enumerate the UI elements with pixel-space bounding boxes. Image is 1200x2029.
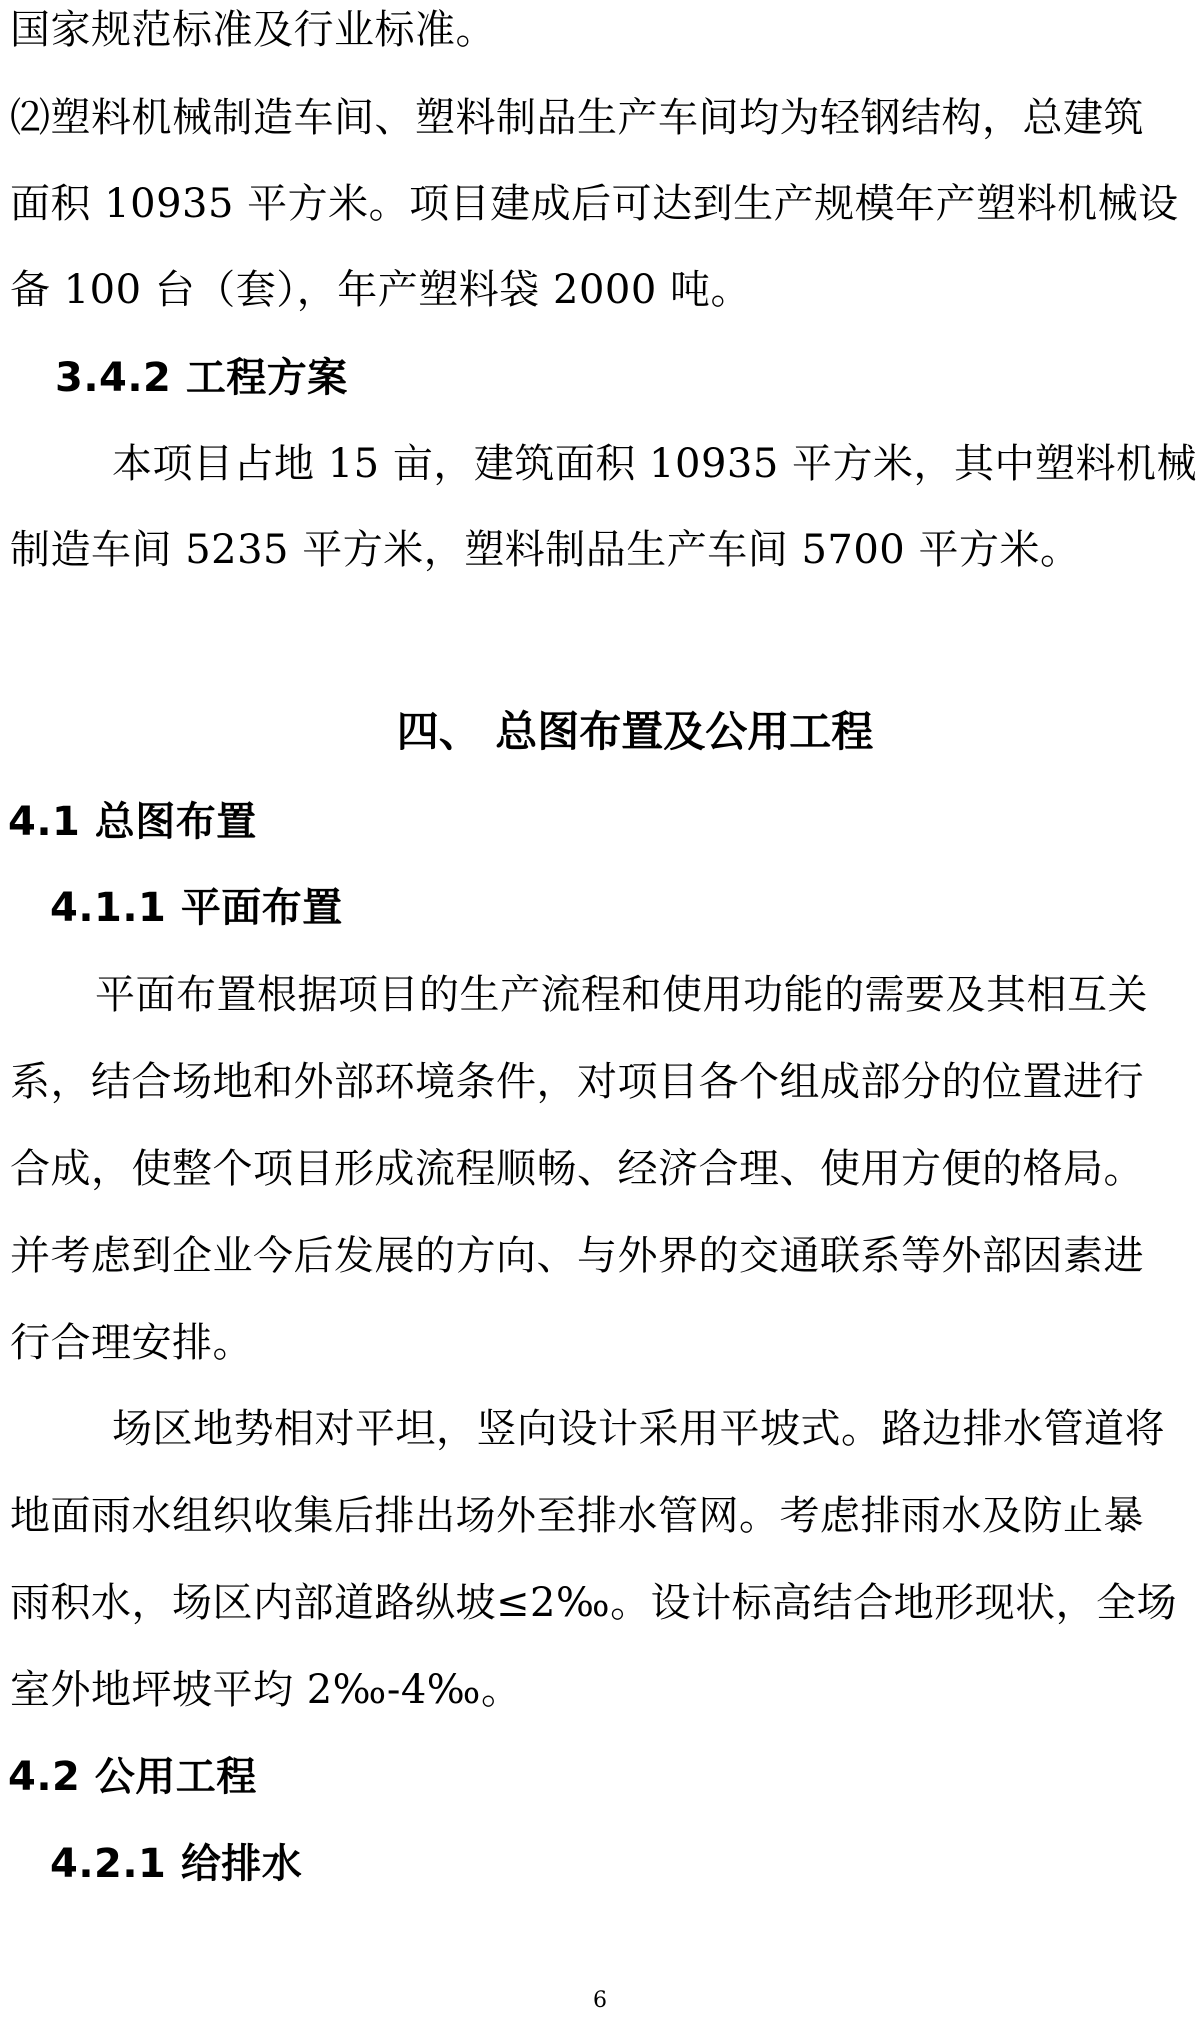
body-text-line: 地面雨水组织收集后排出场外至排水管网。考虑排雨水及防止暴: [10, 1493, 1144, 1539]
page-number: 6: [593, 1988, 607, 2013]
body-text-line: 室外地坪坡平均 2‰-4‰。: [10, 1667, 522, 1713]
section-heading-4-2-1: 4.2.1 给排水: [50, 1841, 303, 1887]
body-text-line: 平面布置根据项目的生产流程和使用功能的需要及其相互关: [95, 972, 1148, 1018]
section-heading-4-1-1: 4.1.1 平面布置: [50, 885, 343, 931]
body-text-line: ⑵塑料机械制造车间、塑料制品生产车间均为轻钢结构，总建筑: [10, 95, 1144, 141]
section-heading-3-4-2: 3.4.2 工程方案: [55, 355, 348, 401]
body-text-line: 合成，使整个项目形成流程顺畅、经济合理、使用方便的格局。: [10, 1146, 1144, 1192]
body-text-line: 本项目占地 15 亩，建筑面积 10935 平方米，其中塑料机械: [112, 441, 1198, 487]
body-text-line: 面积 10935 平方米。项目建成后可达到生产规模年产塑料机械设: [10, 181, 1179, 227]
section-heading-4-1: 4.1 总图布置: [8, 799, 257, 845]
body-text-line: 制造车间 5235 平方米，塑料制品生产车间 5700 平方米。: [10, 527, 1081, 573]
body-text-line: 国家规范标准及行业标准。: [10, 7, 496, 53]
body-text-line: 场区地势相对平坦，竖向设计采用平坡式。路边排水管道将: [112, 1406, 1165, 1452]
chapter-heading: 四、 总图布置及公用工程: [396, 707, 874, 756]
body-text-line: 雨积水，场区内部道路纵坡≤2‰。设计标高结合地形现状，全场: [10, 1580, 1178, 1626]
section-heading-4-2: 4.2 公用工程: [8, 1754, 257, 1800]
body-text-line: 系，结合场地和外部环境条件，对项目各个组成部分的位置进行: [10, 1059, 1144, 1105]
body-text-line: 行合理安排。: [10, 1320, 253, 1366]
body-text-line: 备 100 台（套），年产塑料袋 2000 吨。: [10, 267, 752, 313]
body-text-line: 并考虑到企业今后发展的方向、与外界的交通联系等外部因素进: [10, 1233, 1144, 1279]
